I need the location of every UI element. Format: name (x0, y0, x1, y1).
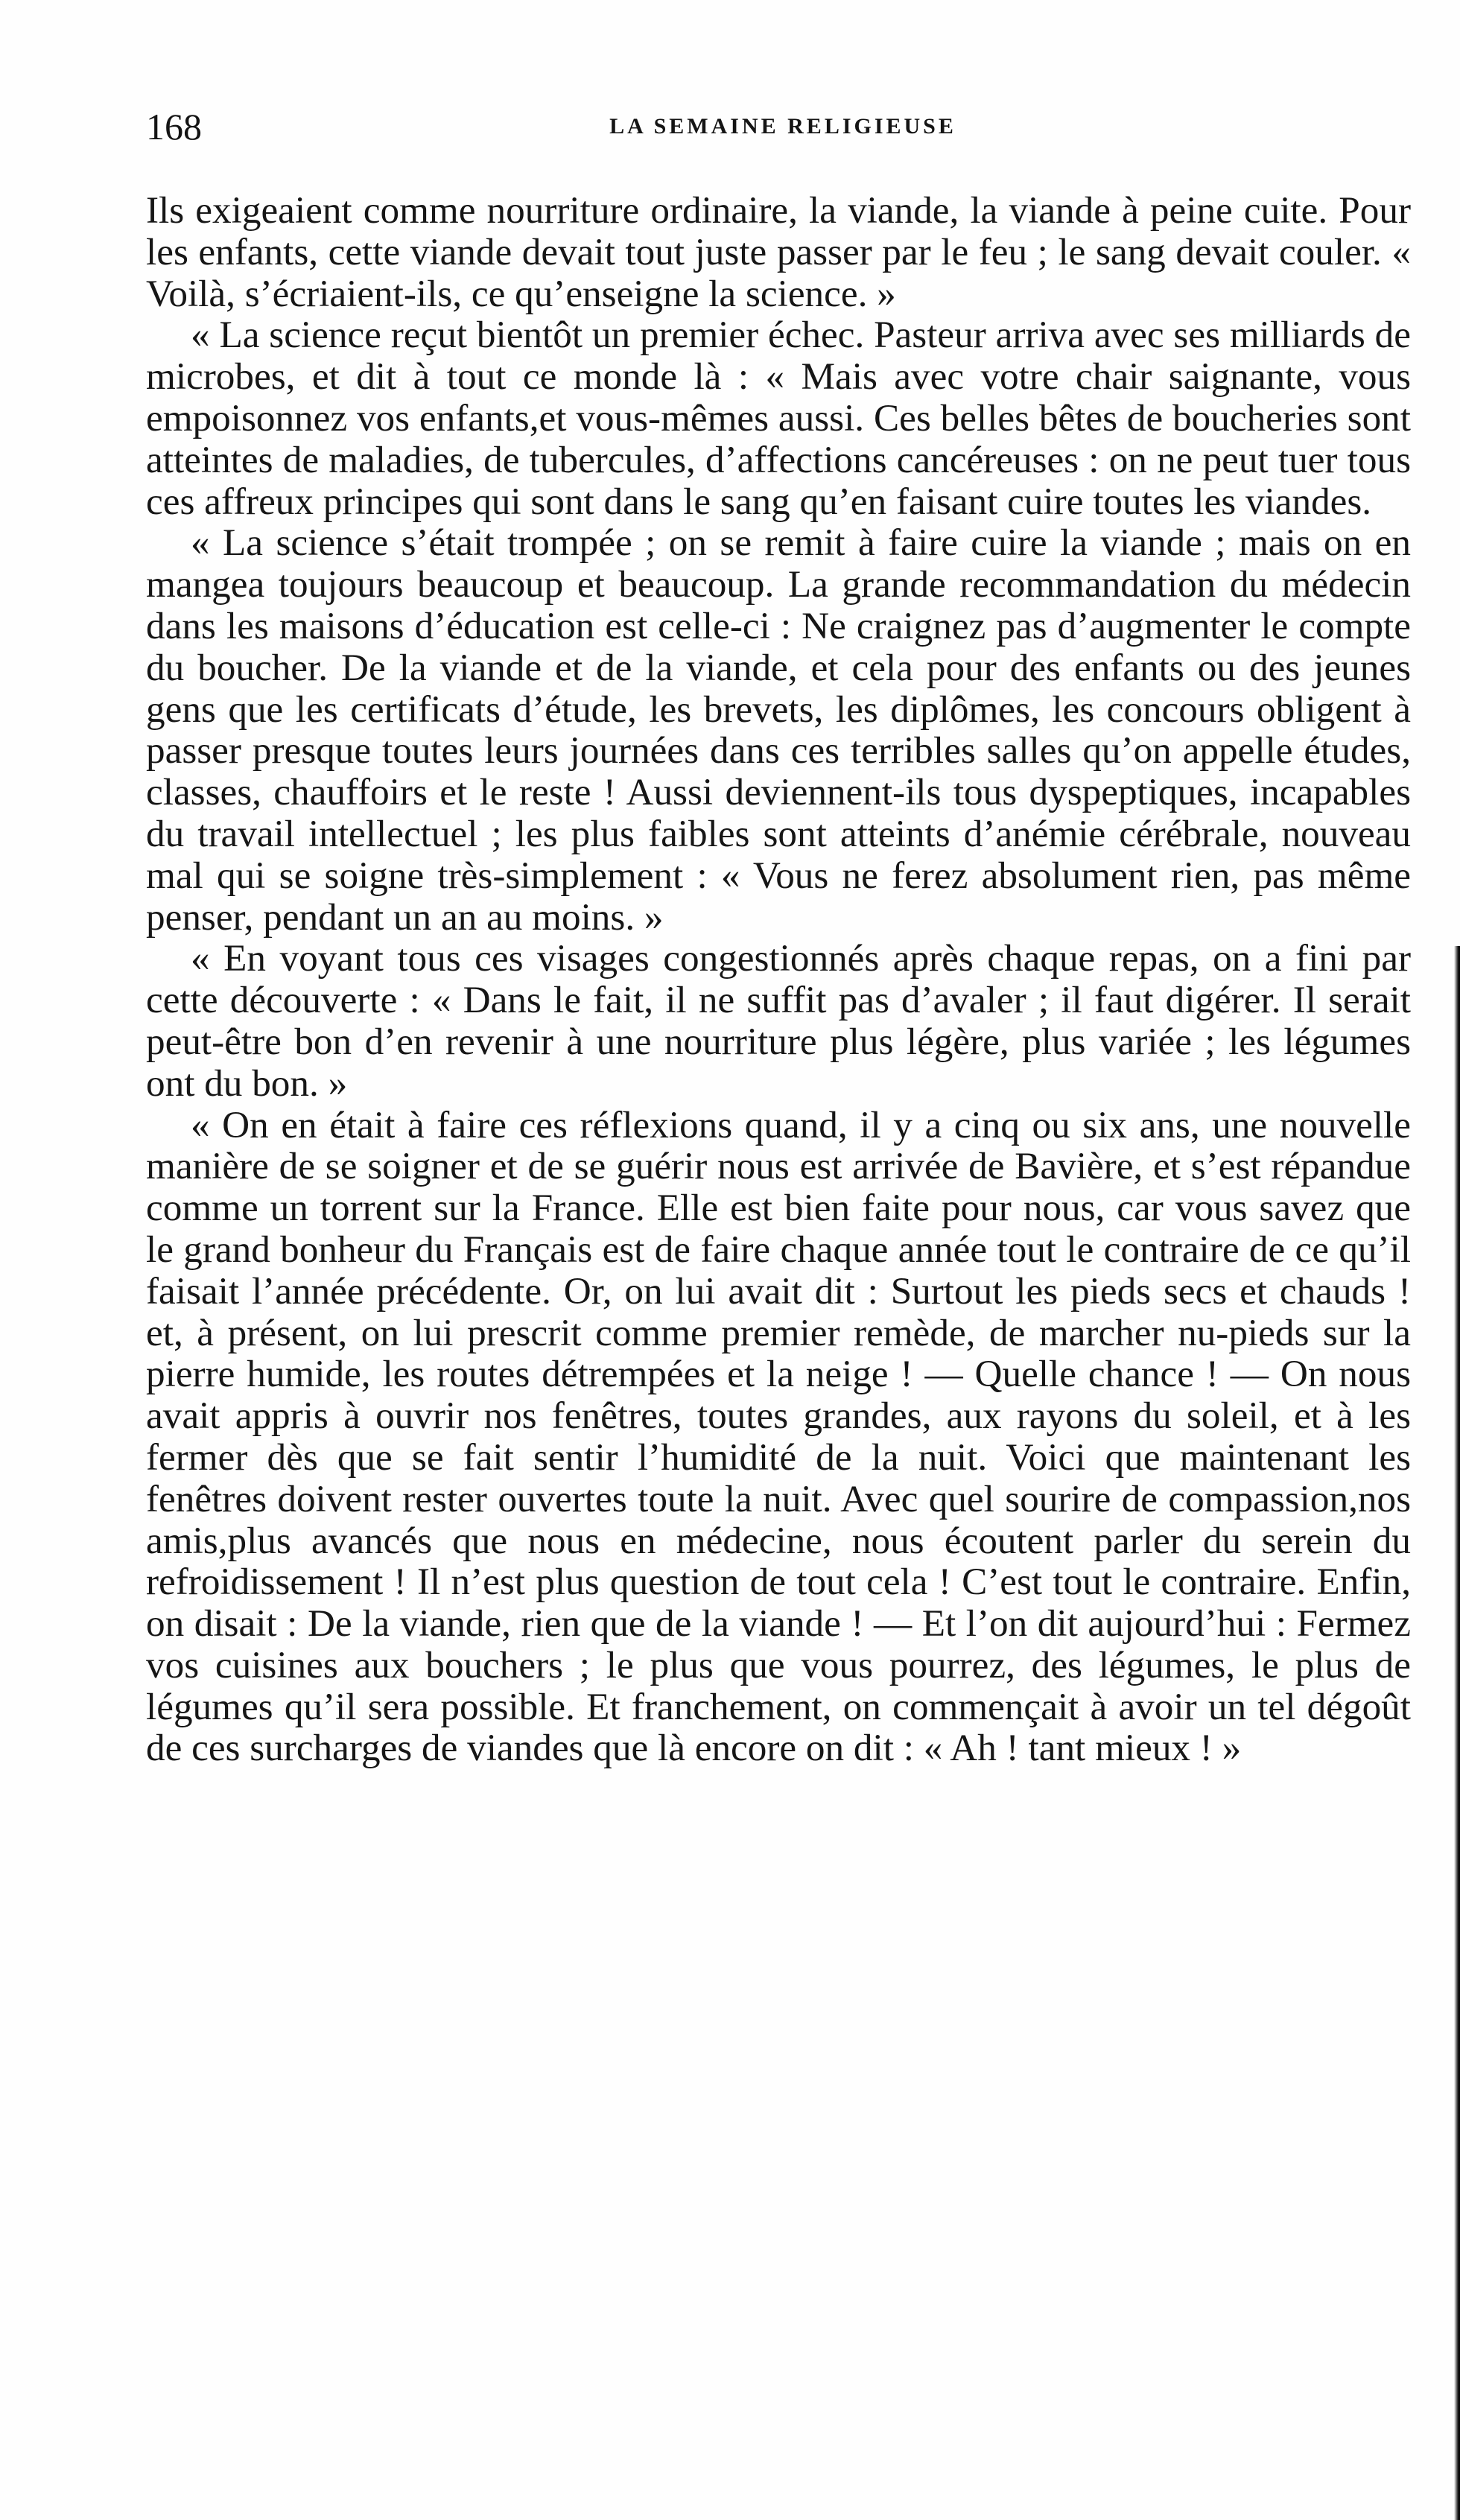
paragraph-3: « La science s’était trompée ; on se remit à faire cuire la viande ; mais on en mangea toujours beaucoup et beaucoup. La grande recommandation du médecin dans les maisons d’éducation est celle-ci : Ne craignez pas d’augmenter le compte du boucher. De la viande et de la viande, et cela pour des enfants ou des jeunes gens que les certificats d’étude, les brevets, les diplômes, les concours obligent à passer presque toutes leurs journées dans ces terribles salles qu’on appelle études, classes, chauffoirs et le reste ! Aussi deviennent-ils tous dyspeptiques, incapables du travail intellectuel ; les plus faibles sont atteints d’anémie cérébrale, nouveau mal qui se soigne très-simplement : « Vous ne ferez absolument rien, pas même penser, pendant un an au moins. » (146, 521, 1411, 939)
paragraph-4: « En voyant tous ces visages congestionnés après chaque repas, on a fini par cette découverte : « Dans le fait, il ne suffit pas d’avaler ; il faut digérer. Il serait peut-être bon d’en revenir à une nourriture plus légère, plus variée ; les légumes ont du bon. » (146, 937, 1411, 1105)
running-title: LA SEMAINE RELIGIEUSE (609, 114, 956, 139)
page-number: 168 (146, 106, 202, 147)
paragraph-1: Ils exigeaient comme nourriture ordinaire, la viande, la viande à peine cuite. Pour les enfants, cette viande devait tout juste passer par le feu ; le sang devait couler. « Voilà, s’écriaient-ils, ce qu’enseigne la science. » (146, 189, 1411, 315)
scan-edge-shadow (1454, 946, 1460, 2520)
body-text (146, 190, 1411, 1769)
paragraph-5: « On en était à faire ces réflexions quand, il y a cinq ou six ans, une nouvelle manière de se soigner et de se guérir nous est arrivée de Bavière, et s’est répandue comme un torrent sur la France. Elle est bien faite pour nous, car vous savez que le grand bonheur du Français est de faire chaque année tout le contraire de ce qu’il faisait l’année précédente. Or, on lui avait dit : Surtout les pieds secs et chauds ! et, à présent, on lui prescrit comme premier remède, de marcher nu-pieds sur la pierre humide, les routes détrempées et la neige ! — Quelle chance ! — On nous avait appris à ouvrir nos fenêtres, toutes grandes, aux rayons du soleil, et à les fermer dès que se fait sentir l’humidité de la nuit. Voici que maintenant les fenêtres doivent rester ouvertes toute la nuit. Avec quel sourire de compassion,nos amis,plus avancés que nous en médecine, nous écoutent parler du serein du refroidissement ! Il n’est plus question de tout cela ! C’est tout le contraire. Enfin, on disait : De la viande, rien que de la viande ! — Et l’on dit aujourd’hui : Fermez vos cuisines aux bouchers ; le plus que vous pourrez, des légumes, le plus de légumes qu’il sera possible. Et franchement, on commençait à avoir un tel dégoût de ces surcharges de viandes que là encore on dit : « Ah ! tant mieux ! » (146, 1103, 1411, 1770)
page-header (146, 104, 1420, 156)
paragraph-2: « La science reçut bientôt un premier échec. Pasteur arriva avec ses milliards de microbes, et dit à tout ce monde là : « Mais avec votre chair saignante, vous empoisonnez vos enfants,et vous-mêmes aussi. Ces belles bêtes de boucheries sont atteintes de maladies, de tubercules, d’affections cancéreuses : on ne peut tuer tous ces affreux principes qui sont dans le sang qu’en faisant cuire toutes les viandes. (146, 314, 1411, 523)
